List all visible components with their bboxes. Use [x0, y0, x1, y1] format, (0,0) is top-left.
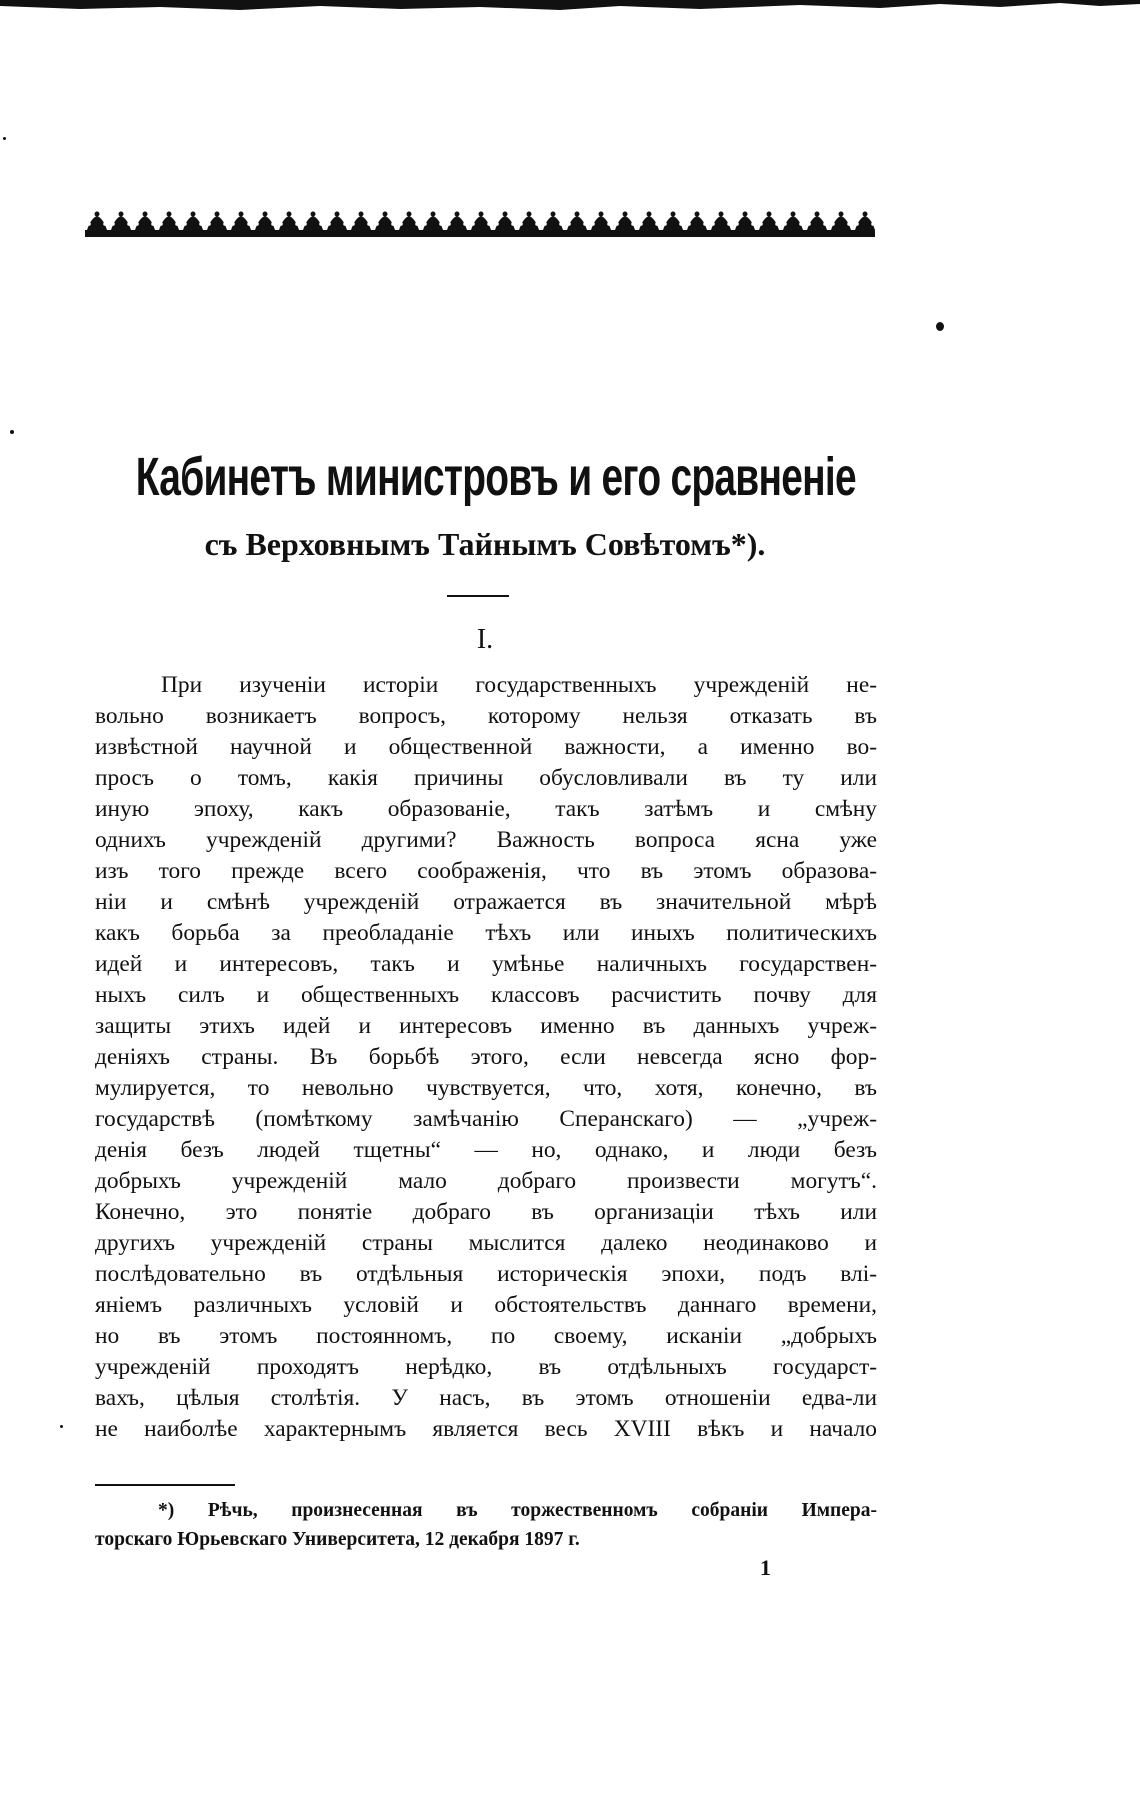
text-line: защиты этихъ идей и интересовъ именно въ данныхъ учреж- [95, 1013, 877, 1039]
footnote-line: торскаго Юрьевскаго Университета, 12 декабря 1897 г. [95, 1529, 580, 1550]
text-line: ныхъ силъ и общественныхъ классовъ расчистить почву для [95, 982, 877, 1008]
text-line: мулируется, то невольно чувствуется, что, хотя, конечно, въ [95, 1075, 877, 1101]
scan-speck [60, 1425, 63, 1428]
text-line: какъ борьба за преобладаніе тѣхъ или иныхъ политическихъ [95, 920, 877, 946]
text-line: Конечно, это понятіе добраго въ организаціи тѣхъ или [95, 1199, 877, 1225]
text-line: вахъ, цѣлыя столѣтія. У насъ, въ этомъ отношеніи едва-ли [95, 1385, 877, 1411]
text-line: изъ того прежде всего соображенія, что въ этомъ образова- [95, 858, 877, 884]
page-subtitle: съ Верховнымъ Тайнымъ Совѣтомъ*). [204, 526, 766, 562]
footnote-line: *) Рѣчь, произнесенная въ торжественномъ собраніи Импера- [158, 1500, 877, 1521]
section-number: I. [476, 624, 494, 655]
text-line: вольно возникаетъ вопросъ, которому нельзя отказать въ [95, 703, 877, 729]
scan-speck [10, 430, 14, 434]
text-line: иную эпоху, какъ образованіе, такъ затѣмъ и смѣну [95, 796, 877, 822]
text-line: просъ о томъ, какія причины обусловливали въ ту или [95, 765, 877, 791]
scan-speck [936, 322, 944, 331]
text-line: не наиболѣе характернымъ является весь XVIII вѣкъ и начало [95, 1416, 877, 1442]
page-number: 1 [760, 1555, 771, 1580]
text-line: государствѣ (помѣткому замѣчанію Сперанскаго) — „учреж- [95, 1106, 877, 1132]
footnote-divider [95, 1484, 235, 1486]
text-line: деніяхъ страны. Въ борьбѣ этого, если невсегда ясно фор- [95, 1044, 877, 1070]
text-line: учрежденій проходятъ нерѣдко, въ отдѣльныхъ государст- [95, 1354, 877, 1380]
text-line: идей и интересовъ, такъ и умѣнье наличныхъ государствен- [95, 951, 877, 977]
scan-top-edge [0, 0, 1140, 14]
footnote [95, 1496, 877, 1554]
page-title: Кабинетъ министровъ и его сравненіе [135, 447, 856, 507]
text-line: яніемъ различныхъ условій и обстоятельствъ даннаго времени, [95, 1292, 877, 1318]
decorative-ornament-band [85, 210, 875, 238]
scan-speck [3, 137, 6, 140]
text-line: но въ этомъ постоянномъ, по своему, исканіи „добрыхъ [95, 1323, 877, 1349]
text-line: однихъ учрежденій другими? Важность вопроса ясна уже [95, 827, 877, 853]
text-line: ніи и смѣнѣ учрежденій отражается въ значительной мѣрѣ [95, 889, 877, 915]
text-line: добрыхъ учрежденій мало добраго произвести могутъ“. [95, 1168, 877, 1194]
text-line: извѣстной научной и общественной важности, а именно во- [95, 734, 877, 760]
text-line: При изученіи исторіи государственныхъ учрежденій не- [161, 672, 877, 698]
text-line: денія безъ людей тщетны“ — но, однако, и люди безъ [95, 1137, 877, 1163]
text-line: послѣдовательно въ отдѣльныя историческія эпохи, подъ влі- [95, 1261, 877, 1287]
title-divider [447, 595, 509, 597]
body-paragraph [95, 670, 877, 1445]
text-line: другихъ учрежденій страны мыслится далеко неодинаково и [95, 1230, 877, 1256]
